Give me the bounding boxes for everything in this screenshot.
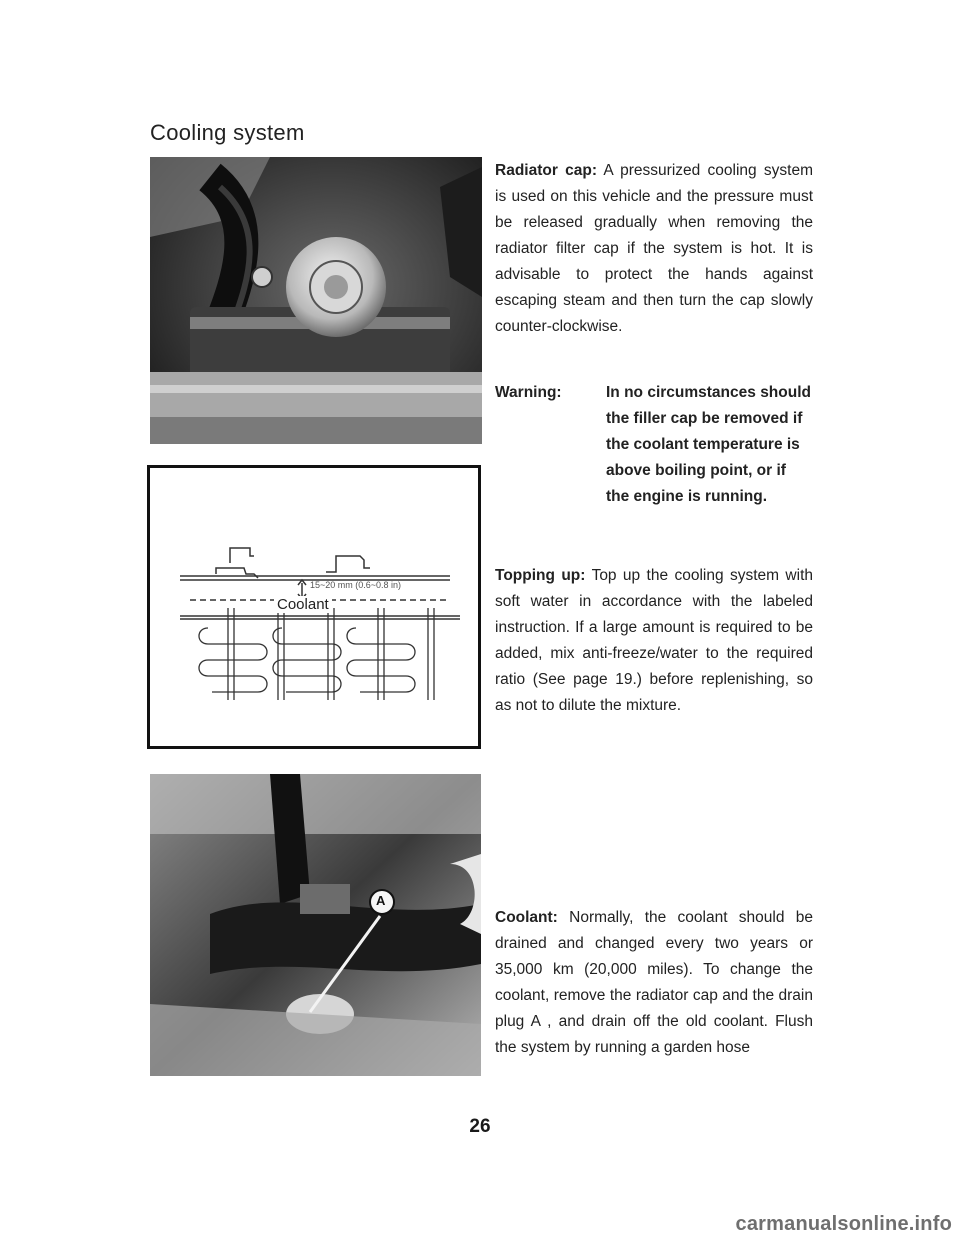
coolant-label: Coolant xyxy=(274,596,332,613)
coolant-level-diagram xyxy=(147,465,481,749)
topping-up-heading: Topping up: xyxy=(495,567,586,584)
topping-up-body: Top up the cooling system with soft water in accordance with the labeled instruction. If a large amount is required to be added, mix anti-freeze/water to the required ratio (See page 19.) before replenishing, so as not to dilute the mixture. xyxy=(495,567,814,714)
warning-heading: Warning: xyxy=(495,384,562,401)
page-number: 26 xyxy=(469,1116,491,1137)
radiator-cap-body: A pressurized cooling system is used on this vehicle and the pressure must be released gradually when removing the radiator filter cap if the system is hot. It is advisable to protect the hands against escaping steam and then turn the cap slowly counter-clockwise. xyxy=(495,162,813,335)
topping-up-paragraph xyxy=(495,563,813,719)
coolant-body: Normally, the coolant should be drained and changed every two years or 35,000 km (20,000 miles). To change the coolant, remove the radiator cap and the drain plug A , and drain off the old coolant. Flush the system by running a garden hose xyxy=(495,909,813,1056)
drain-plug-photo xyxy=(150,774,481,1076)
drain-plug-callout: A xyxy=(376,893,386,908)
coolant-paragraph xyxy=(495,905,813,1061)
warning-paragraph xyxy=(495,380,813,510)
coolant-heading: Coolant: xyxy=(495,909,558,926)
section-title: Cooling system xyxy=(150,120,305,145)
level-note: 15~20 mm (0.6~0.8 in) xyxy=(310,580,402,590)
radiator-cap-heading: Radiator cap: xyxy=(495,162,597,179)
radiator-cap-paragraph xyxy=(495,158,813,340)
radiator-cap-photo xyxy=(150,157,482,444)
footer-url[interactable]: carmanualsonline.info xyxy=(735,1213,952,1235)
warning-body: In no circumstances should the filler cap be removed if the coolant temperature is above boiling point, or if the engine is running. xyxy=(606,384,811,505)
